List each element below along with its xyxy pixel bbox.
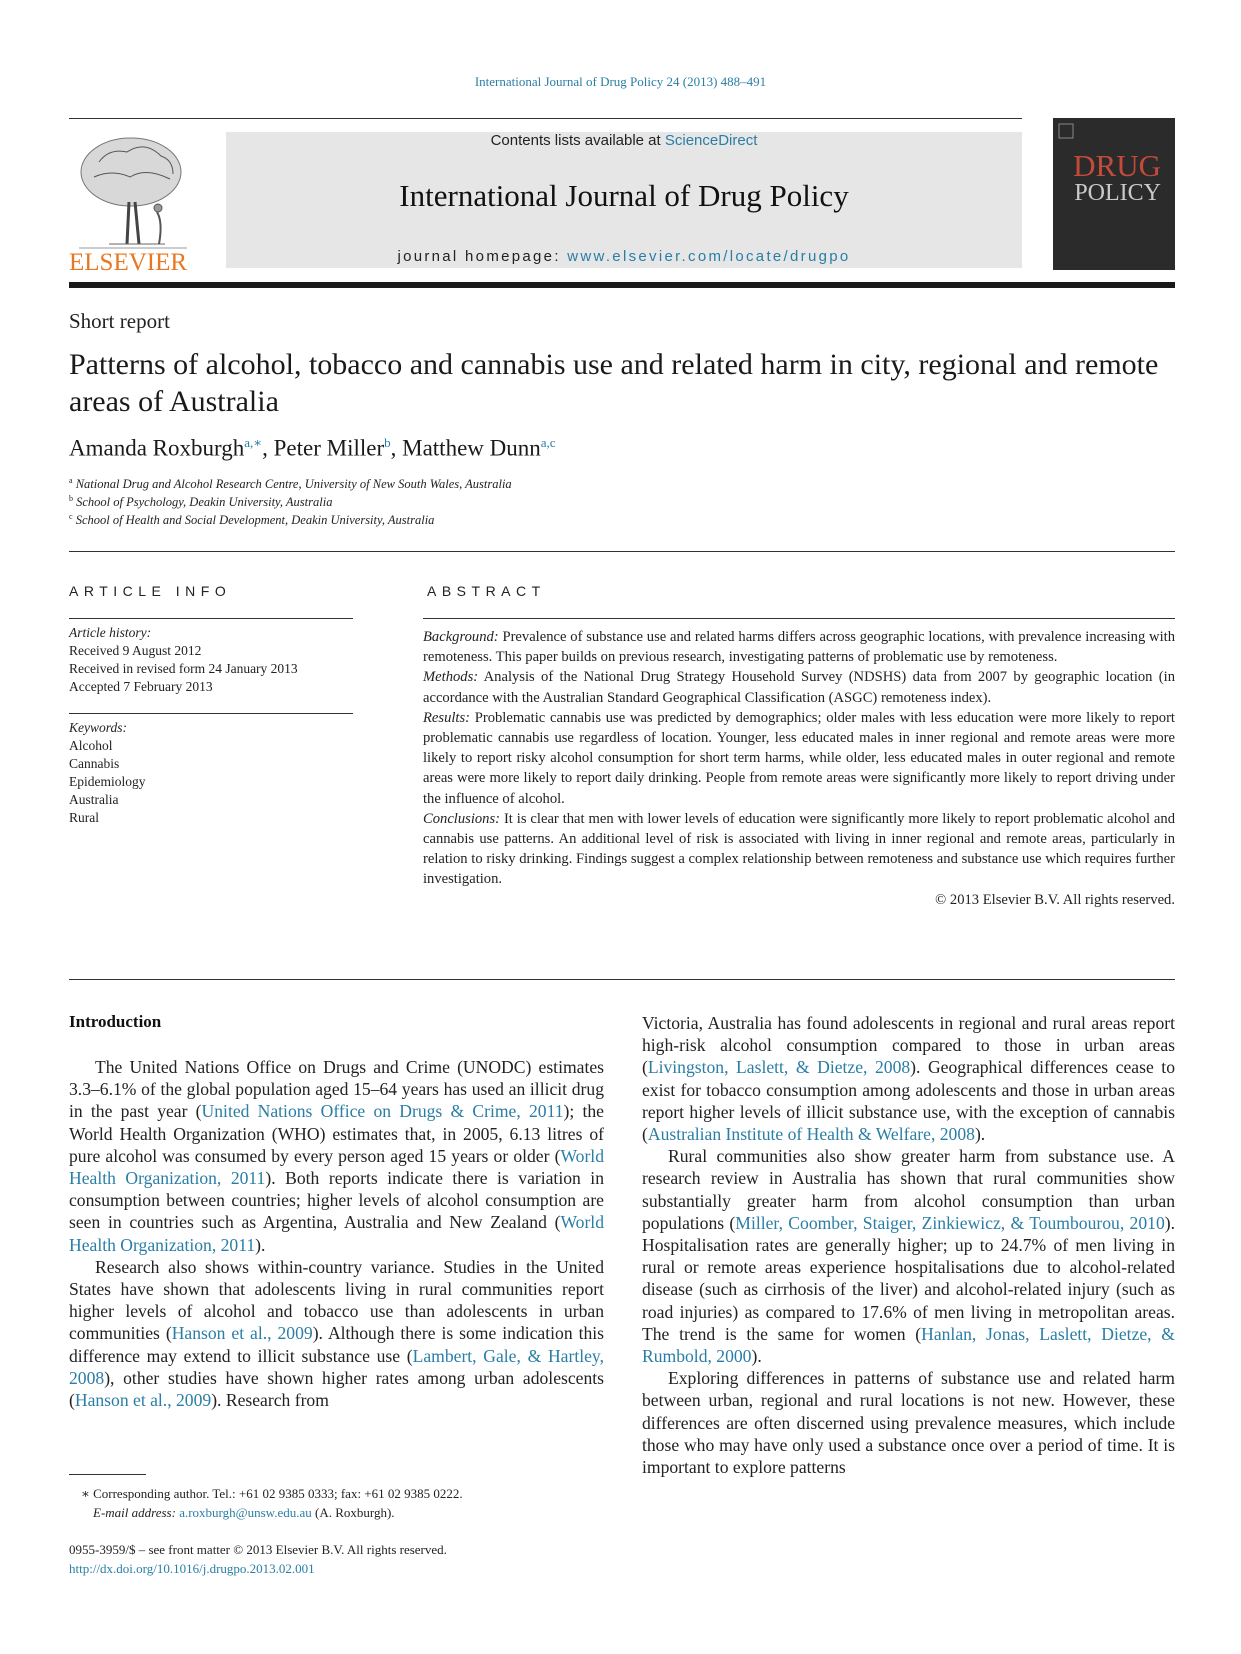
citation-link[interactable]: Hanson et al., 2009 (74, 1390, 212, 1411)
article-info-heading: ARTICLE INFO (69, 583, 232, 599)
affiliation-mark: a (69, 476, 73, 485)
abstract-text: Analysis of the National Drug Strategy Household Survey (NDSHS) data from 2007 by geographic location (in accordance with the Australian Standard Geographical Classification (ASGC) remoteness index). (423, 669, 1175, 706)
citation-link[interactable]: Hanlan, Jonas, Laslett, Dietze, & Rumbold, 2000 (642, 1323, 1175, 1367)
header-thick-rule (69, 282, 1175, 288)
contents-line (226, 132, 1022, 149)
sciencedirect-link[interactable]: ScienceDirect (664, 132, 758, 149)
abstract-rule (423, 618, 1175, 619)
keyword: Epidemiology (69, 774, 146, 789)
homepage-line (226, 248, 1022, 265)
elsevier-tree-icon (69, 132, 197, 274)
issn-line: 0955-3959/$ – see front matter © 2013 Elsevier B.V. All rights reserved. (69, 1542, 447, 1557)
email-suffix: (A. Roxburgh). (311, 1505, 395, 1520)
journal-citation[interactable]: International Journal of Drug Policy 24 (2013) 488–491 (474, 74, 767, 89)
body-text: Victoria, Australia has found adolescents in regional and rural areas report high-risk alcohol consumption compared to those in urban areas ( (642, 1013, 1175, 1078)
keywords-label: Keywords: (69, 720, 127, 735)
author-affiliation-mark[interactable]: a,∗ (244, 435, 263, 450)
author-affiliation-mark[interactable]: a,c (540, 435, 556, 450)
affiliation-text: School of Health and Social Development, Deakin University, Australia (75, 513, 435, 528)
body-column-left (69, 1056, 604, 1411)
body-paragraph (642, 1145, 1175, 1367)
footnote-rule (69, 1474, 146, 1475)
article-title: Patterns of alcohol, tobacco and cannabis use and related harm in city, regional and remote areas of Australia (69, 348, 1159, 418)
author-name[interactable]: Amanda Roxburgh (69, 435, 245, 461)
corresponding-author-footnote (69, 1484, 604, 1522)
citation-link[interactable]: United Nations Office on Drugs & Crime, 2011 (201, 1101, 564, 1122)
abstract-text: Prevalence of substance use and related harms differs across geographic locations, with prevalence increasing with remoteness. This paper builds on previous research, investigating patterns of problematic use by remoteness. (423, 629, 1175, 666)
body-column-right (642, 1012, 1175, 1478)
homepage-prefix: journal homepage: (397, 248, 568, 265)
author-separator: , (262, 435, 274, 461)
history-label: Article history: (69, 625, 152, 640)
section-rule (69, 551, 1175, 552)
keyword: Rural (69, 810, 99, 825)
history-item: Accepted 7 February 2013 (69, 679, 213, 694)
affiliation-text: School of Psychology, Deakin University, Australia (76, 495, 333, 510)
citation-link[interactable]: Lambert, Gale, & Hartley, 2008 (69, 1345, 604, 1388)
journal-title: International Journal of Drug Policy (399, 178, 849, 213)
homepage-link[interactable]: www.elsevier.com/locate/drugpo (567, 248, 851, 265)
body-paragraph (642, 1367, 1175, 1478)
body-text: ). (255, 1234, 266, 1255)
cover-title-policy: POLICY (1074, 180, 1161, 206)
front-matter (69, 1540, 447, 1578)
citation-link[interactable]: Hanson et al., 2009 (171, 1323, 313, 1344)
affiliation-text: National Drug and Alcohol Research Centre, University of New South Wales, Australia (75, 477, 512, 492)
footnote-mark: ∗ (81, 1486, 90, 1501)
author-separator: , (390, 435, 403, 461)
header-rule (69, 118, 1022, 119)
keywords (69, 719, 353, 827)
body-text: The United Nations Office on Drugs and Crime (UNODC) estimates 3.3–6.1% of the global population aged 15–64 years has used an illicit drug in the past year ( (69, 1057, 604, 1122)
abstract-label: Results: (423, 709, 471, 726)
affiliation-mark: b (69, 494, 73, 503)
keyword: Australia (69, 792, 119, 807)
abstract-body (423, 627, 1175, 910)
citation-link[interactable]: World Health Organization, 2011 (69, 1212, 604, 1255)
elsevier-logo (69, 132, 197, 274)
body-text: ); the World Health Organization (WHO) estimates that, in 2005, 6.13 litres of pure alcohol was consumed by every person aged 15 years or older ( (69, 1101, 604, 1166)
abstract-label: Conclusions: (423, 810, 501, 827)
keyword: Cannabis (69, 756, 120, 771)
affiliation (69, 476, 512, 492)
author-list (69, 435, 556, 462)
body-text: ), other studies have shown higher rates among urban adolescents ( (69, 1367, 604, 1411)
body-paragraph (69, 1056, 604, 1256)
elsevier-wordmark: ELSEVIER (69, 249, 188, 274)
author-name[interactable]: Peter Miller (273, 435, 385, 461)
introduction-heading: Introduction (69, 1012, 162, 1031)
affiliation-mark: c (69, 512, 73, 521)
cover-title-drug: DRUG (1073, 148, 1161, 183)
abstract-copyright: © 2013 Elsevier B.V. All rights reserved. (935, 891, 1175, 908)
body-text: ). (974, 1124, 986, 1145)
body-text: Rural communities also show greater harm from substance use. A research review in Australia has shown that rural communities show substantially greater harm from alcohol consumption than urban populations ( (642, 1146, 1175, 1233)
affiliation (69, 494, 332, 510)
body-text: ). Both reports indicate there is variation in consumption between countries; higher levels of alcohol consumption are seen in countries such as Argentina, Australia and New Zealand ( (69, 1168, 604, 1233)
abstract-text: It is clear that men with lower levels of education were significantly more likely to report problematic alcohol and cannabis use patterns. An additional level of risk is associated with living in inner regional and remote areas, particularly in relation to risky drinking. Findings suggest a complex relationship between remoteness and substance use which requires further investigation. (423, 810, 1175, 888)
info-rule (69, 713, 353, 714)
body-text: ). Hospitalisation rates are generally higher; up to 24.7% of men living in rural or remote areas experience hospitalisations due to alcohol-related disease (such as cirrhosis of the liver) and alcohol-related injury (such as road injuries) as compared to 17.6% of men living in metropolitan areas. The trend is the same for women ( (642, 1212, 1176, 1344)
abstract-label: Background: (423, 629, 499, 645)
body-text: ). Geographical differences cease to exist for tobacco consumption among adolescents and those in urban areas report higher levels of illicit substance use, with the exception of cannabis ( (642, 1057, 1175, 1145)
body-paragraph (69, 1256, 604, 1411)
citation-link[interactable]: Australian Institute of Health & Welfare, 2008 (647, 1124, 975, 1145)
abstract-heading: ABSTRACT (427, 583, 546, 599)
section-rule (69, 979, 1175, 980)
keyword: Alcohol (69, 738, 113, 753)
history-item: Received in revised form 24 January 2013 (69, 661, 298, 676)
citation-link[interactable]: Miller, Coomber, Staiger, Zinkiewicz, & Toumbourou, 2010 (735, 1212, 1165, 1233)
body-paragraph (642, 1012, 1175, 1145)
abstract-section (423, 708, 1175, 809)
doi-link[interactable]: http://dx.doi.org/10.1016/j.drugpo.2013.02.001 (69, 1561, 315, 1576)
contents-prefix: Contents lists available at (490, 132, 665, 149)
journal-banner (226, 132, 1022, 268)
body-text: Research also shows within-country variance. Studies in the United States have shown that adolescents living in rural communities report higher levels of alcohol and tobacco use than adolescents in urban communities ( (69, 1256, 604, 1344)
history-item: Received 9 August 2012 (69, 643, 202, 658)
author-name[interactable]: Matthew Dunn (402, 435, 541, 461)
abstract-section (423, 667, 1175, 707)
body-text: Exploring differences in patterns of substance use and related harm between urban, regional and rural locations is not new. However, these differences are often discerned using prevalence measures, which include those who may have only used a substance once over a period of time. It is important to explore patterns (642, 1368, 1175, 1478)
journal-cover (1053, 118, 1175, 270)
citation-link[interactable]: Livingston, Laslett, & Dietze, 2008 (647, 1057, 911, 1078)
abstract-label: Methods: (423, 669, 479, 686)
author-affiliation-mark[interactable]: b (384, 435, 391, 450)
body-text: ). Although there is some indication this difference may extend to illicit substance use ( (69, 1323, 604, 1366)
article-type: Short report (69, 309, 170, 333)
info-rule (69, 618, 353, 619)
body-text: ). Research from (211, 1390, 329, 1411)
body-text: ). (751, 1346, 762, 1367)
abstract-text: Problematic cannabis use was predicted by demographics; older males with less education were more likely to report problematic cannabis use regardless of location. Younger, less educated males in inner regional and remote areas were more likely to report risky alcohol consumption for short term harms, while older, less educated males in outer regional and remote areas were more likely to report daily drinking. People from remote areas were significantly more likely to report driving under the influence of alcohol. (423, 709, 1175, 807)
abstract-section (423, 627, 1175, 667)
email-label: E-mail address: (93, 1505, 176, 1520)
citation-link[interactable]: World Health Organization, 2011 (69, 1145, 604, 1189)
email-link[interactable]: a.roxburgh@unsw.edu.au (179, 1505, 312, 1520)
article-history (69, 624, 353, 696)
footnote-text: Corresponding author. Tel.: +61 02 9385 0333; fax: +61 02 9385 0222. (93, 1486, 463, 1501)
abstract-section (423, 809, 1175, 890)
affiliation (69, 512, 434, 528)
